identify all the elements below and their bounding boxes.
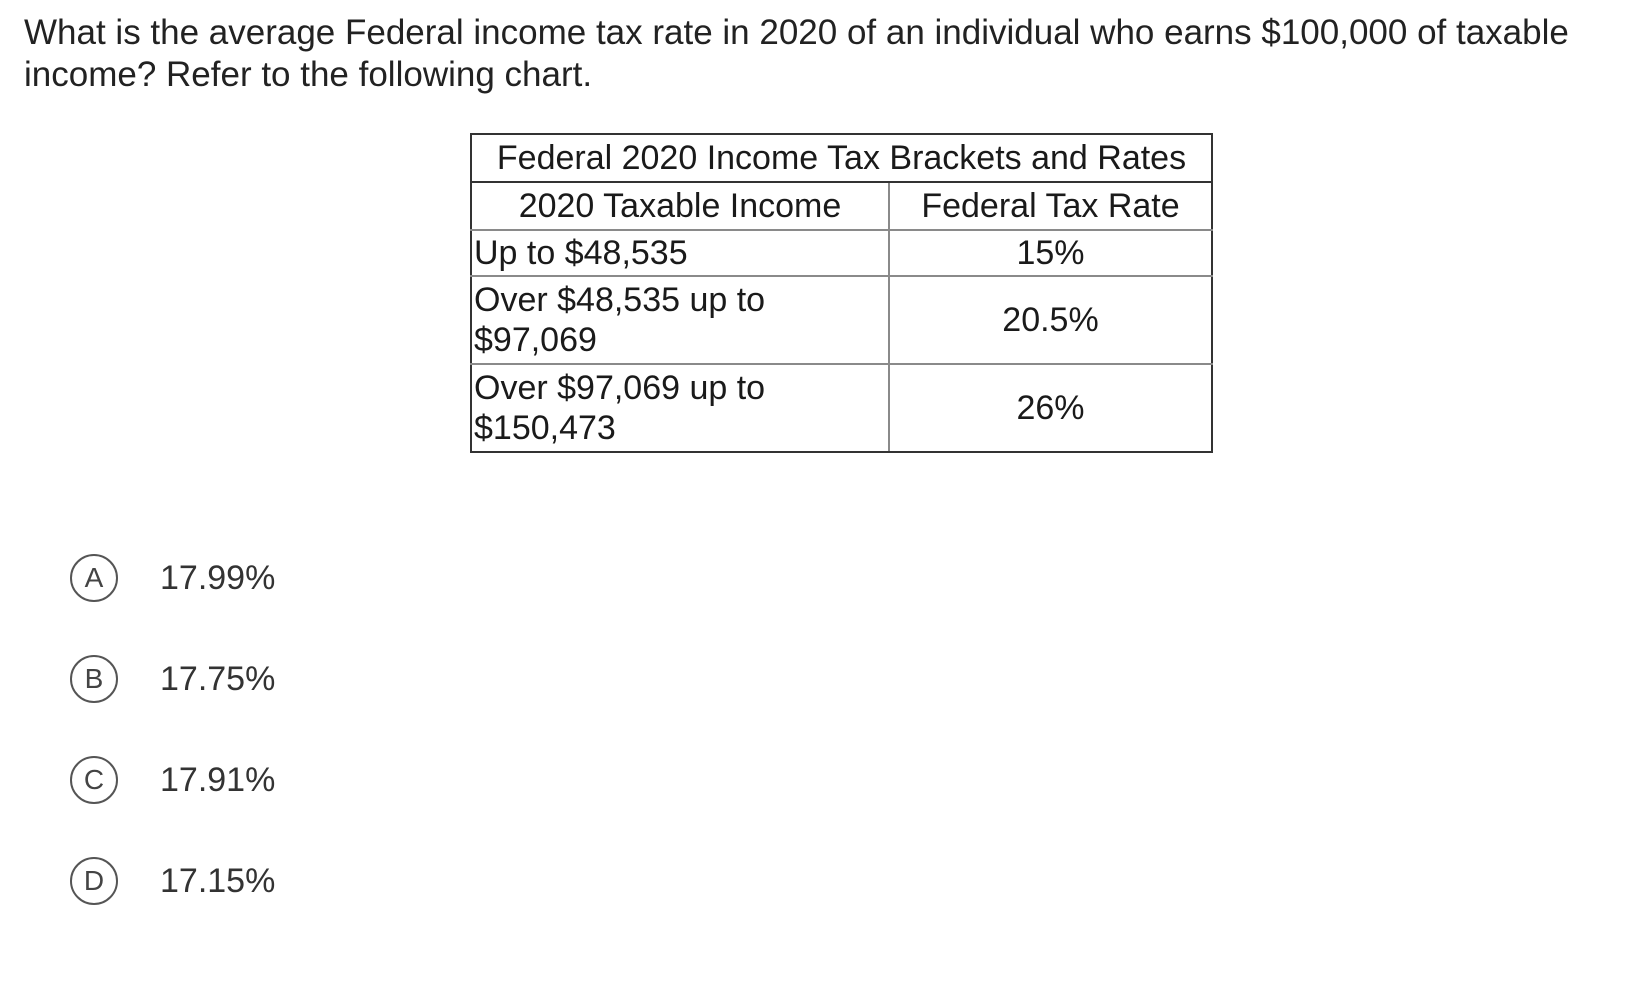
bracket-cell: [471, 230, 889, 276]
bracket-cell: [471, 276, 889, 364]
bracket-line: Over $48,535 up to: [474, 281, 766, 319]
option-c-label: 17.91%: [160, 760, 276, 799]
option-c-radio[interactable]: C: [70, 756, 118, 804]
tax-bracket-table: [470, 133, 1213, 453]
option-a[interactable]: [70, 553, 470, 603]
table-row: [471, 364, 1212, 452]
rate-cell: 15%: [889, 230, 1212, 276]
option-d[interactable]: [70, 856, 470, 906]
bracket-cell: [471, 364, 889, 452]
table-row: [471, 276, 1212, 364]
option-a-radio[interactable]: A: [70, 554, 118, 602]
option-b[interactable]: [70, 654, 470, 704]
column-header-taxable-income: 2020 Taxable Income: [471, 182, 889, 230]
bracket-line: Over $97,069 up to: [474, 369, 766, 407]
option-c[interactable]: [70, 755, 470, 805]
option-a-label: 17.99%: [160, 558, 276, 597]
bracket-line: Up to $48,535: [474, 234, 688, 272]
bracket-line: $97,069: [474, 321, 597, 359]
rate-cell: 20.5%: [889, 276, 1212, 364]
option-b-label: 17.75%: [160, 659, 276, 698]
option-b-radio[interactable]: B: [70, 655, 118, 703]
bracket-line: $150,473: [474, 409, 616, 447]
table-row: [471, 230, 1212, 276]
table-title: Federal 2020 Income Tax Brackets and Rates: [471, 134, 1212, 182]
option-d-label: 17.15%: [160, 861, 276, 900]
column-header-tax-rate: Federal Tax Rate: [889, 182, 1212, 230]
question-text: What is the average Federal income tax rate in 2020 of an individual who earns $100,000 of taxable income? Refer to the following chart.: [24, 13, 1569, 94]
rate-cell: 26%: [889, 364, 1212, 452]
option-d-radio[interactable]: D: [70, 857, 118, 905]
